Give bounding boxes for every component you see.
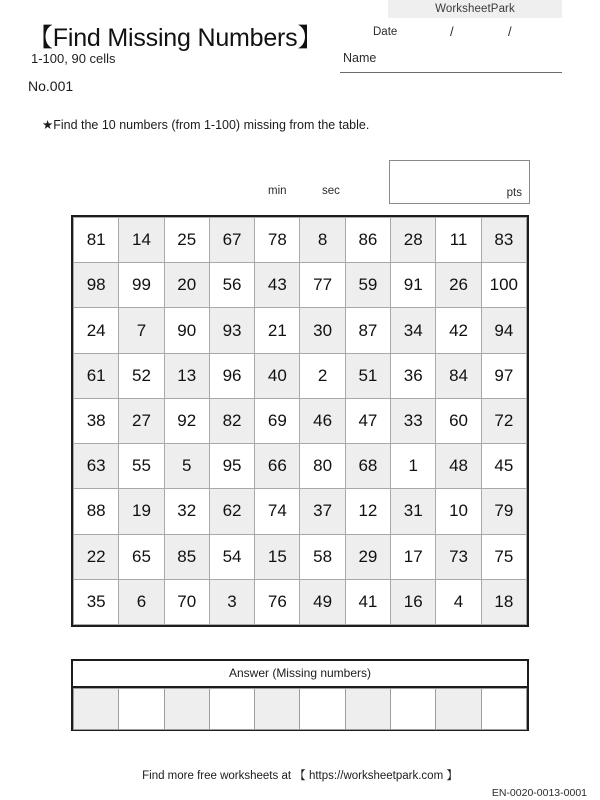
seconds-label: sec xyxy=(322,185,340,197)
footer-promo xyxy=(0,767,600,783)
answer-cell[interactable] xyxy=(300,689,345,730)
answer-row xyxy=(74,689,527,730)
number-grid xyxy=(71,215,529,627)
grid-cell: 52 xyxy=(119,353,164,398)
grid-row xyxy=(74,353,527,398)
grid-cell: 13 xyxy=(164,353,209,398)
grid-cell: 6 xyxy=(119,579,164,624)
grid-cell: 33 xyxy=(391,398,436,443)
grid-cell: 66 xyxy=(255,444,300,489)
worksheet-number: No.001 xyxy=(28,78,74,94)
grid-cell: 24 xyxy=(74,308,119,353)
grid-cell: 34 xyxy=(391,308,436,353)
grid-cell: 30 xyxy=(300,308,345,353)
grid-cell: 40 xyxy=(255,353,300,398)
grid-cell: 85 xyxy=(164,534,209,579)
minutes-label: min xyxy=(268,185,287,197)
brand-banner: WorksheetPark xyxy=(388,0,562,18)
grid-row xyxy=(74,489,527,534)
grid-cell: 96 xyxy=(209,353,254,398)
grid-cell: 25 xyxy=(164,218,209,263)
grid-cell: 11 xyxy=(436,218,481,263)
grid-cell: 88 xyxy=(74,489,119,534)
grid-cell: 72 xyxy=(481,398,526,443)
grid-cell: 79 xyxy=(481,489,526,534)
date-separator-second: / xyxy=(508,24,512,39)
grid-cell: 15 xyxy=(255,534,300,579)
answer-cell[interactable] xyxy=(436,689,481,730)
grid-row xyxy=(74,398,527,443)
grid-cell: 32 xyxy=(164,489,209,534)
grid-row xyxy=(74,534,527,579)
grid-cell: 67 xyxy=(209,218,254,263)
grid-cell: 54 xyxy=(209,534,254,579)
name-field-row[interactable] xyxy=(340,50,562,73)
grid-cell: 26 xyxy=(436,263,481,308)
grid-cell: 93 xyxy=(209,308,254,353)
grid-cell: 18 xyxy=(481,579,526,624)
grid-cell: 3 xyxy=(209,579,254,624)
grid-cell: 76 xyxy=(255,579,300,624)
grid-cell: 65 xyxy=(119,534,164,579)
grid-cell: 82 xyxy=(209,398,254,443)
grid-cell: 100 xyxy=(481,263,526,308)
grid-cell: 10 xyxy=(436,489,481,534)
footer-promo-text: Find more free worksheets at xyxy=(142,770,292,782)
timer-score-row xyxy=(0,158,600,204)
grid-cell: 77 xyxy=(300,263,345,308)
grid-cell: 75 xyxy=(481,534,526,579)
grid-cell: 19 xyxy=(119,489,164,534)
grid-cell: 49 xyxy=(300,579,345,624)
grid-cell: 38 xyxy=(74,398,119,443)
grid-row xyxy=(74,444,527,489)
grid-cell: 92 xyxy=(164,398,209,443)
grid-cell: 21 xyxy=(255,308,300,353)
answer-grid-table xyxy=(73,688,527,730)
points-label: pts xyxy=(506,187,522,199)
grid-cell: 59 xyxy=(345,263,390,308)
grid-cell: 58 xyxy=(300,534,345,579)
grid-cell: 55 xyxy=(119,444,164,489)
grid-cell: 99 xyxy=(119,263,164,308)
grid-cell: 84 xyxy=(436,353,481,398)
grid-cell: 63 xyxy=(74,444,119,489)
grid-cell: 7 xyxy=(119,308,164,353)
grid-cell: 16 xyxy=(391,579,436,624)
grid-cell: 95 xyxy=(209,444,254,489)
date-separator-first: / xyxy=(450,24,454,39)
grid-cell: 94 xyxy=(481,308,526,353)
grid-cell: 45 xyxy=(481,444,526,489)
grid-cell: 68 xyxy=(345,444,390,489)
grid-row xyxy=(74,263,527,308)
grid-cell: 62 xyxy=(209,489,254,534)
grid-cell: 81 xyxy=(74,218,119,263)
grid-row xyxy=(74,579,527,624)
footer-url[interactable]: https://worksheetpark.com xyxy=(308,770,444,782)
answer-box xyxy=(71,659,529,731)
grid-cell: 43 xyxy=(255,263,300,308)
grid-cell: 56 xyxy=(209,263,254,308)
grid-row xyxy=(74,308,527,353)
grid-cell: 36 xyxy=(391,353,436,398)
grid-cell: 80 xyxy=(300,444,345,489)
grid-cell: 91 xyxy=(391,263,436,308)
points-box[interactable] xyxy=(389,160,530,204)
grid-cell: 1 xyxy=(391,444,436,489)
answer-cell[interactable] xyxy=(391,689,436,730)
grid-cell: 73 xyxy=(436,534,481,579)
date-field-row xyxy=(340,24,562,44)
footer-bracket-open: 【 xyxy=(294,770,306,782)
footer-bracket-close: 】 xyxy=(446,770,458,782)
grid-cell: 97 xyxy=(481,353,526,398)
instruction-text: ★Find the 10 numbers (from 1-100) missing from the table. xyxy=(42,118,370,132)
grid-cell: 17 xyxy=(391,534,436,579)
grid-row xyxy=(74,218,527,263)
answer-cell[interactable] xyxy=(345,689,390,730)
grid-cell: 46 xyxy=(300,398,345,443)
grid-cell: 47 xyxy=(345,398,390,443)
grid-cell: 83 xyxy=(481,218,526,263)
grid-cell: 74 xyxy=(255,489,300,534)
answer-cell[interactable] xyxy=(255,689,300,730)
grid-cell: 5 xyxy=(164,444,209,489)
grid-cell: 29 xyxy=(345,534,390,579)
answer-cell[interactable] xyxy=(119,689,164,730)
grid-cell: 42 xyxy=(436,308,481,353)
grid-cell: 20 xyxy=(164,263,209,308)
date-label: Date xyxy=(373,26,398,38)
grid-cell: 35 xyxy=(74,579,119,624)
page-header xyxy=(0,0,600,108)
number-grid-table xyxy=(73,217,527,625)
grid-cell: 12 xyxy=(345,489,390,534)
grid-cell: 28 xyxy=(391,218,436,263)
grid-cell: 61 xyxy=(74,353,119,398)
grid-cell: 41 xyxy=(345,579,390,624)
grid-cell: 90 xyxy=(164,308,209,353)
grid-cell: 37 xyxy=(300,489,345,534)
grid-cell: 48 xyxy=(436,444,481,489)
grid-cell: 60 xyxy=(436,398,481,443)
grid-cell: 70 xyxy=(164,579,209,624)
page-subtitle: 1-100, 90 cells xyxy=(31,51,116,66)
grid-cell: 98 xyxy=(74,263,119,308)
answer-cell[interactable] xyxy=(481,689,526,730)
worksheet-code: EN-0020-0013-0001 xyxy=(491,787,587,799)
answer-box-title: Answer (Missing numbers) xyxy=(73,661,527,688)
grid-cell: 22 xyxy=(74,534,119,579)
grid-cell: 69 xyxy=(255,398,300,443)
answer-cell[interactable] xyxy=(164,689,209,730)
grid-cell: 4 xyxy=(436,579,481,624)
grid-cell: 14 xyxy=(119,218,164,263)
answer-cell[interactable] xyxy=(209,689,254,730)
grid-cell: 51 xyxy=(345,353,390,398)
grid-cell: 31 xyxy=(391,489,436,534)
name-label: Name xyxy=(343,51,377,65)
grid-cell: 86 xyxy=(345,218,390,263)
grid-cell: 8 xyxy=(300,218,345,263)
grid-cell: 87 xyxy=(345,308,390,353)
grid-cell: 27 xyxy=(119,398,164,443)
answer-cell[interactable] xyxy=(74,689,119,730)
page-title: 【Find Missing Numbers】 xyxy=(28,24,323,52)
grid-cell: 2 xyxy=(300,353,345,398)
grid-cell: 78 xyxy=(255,218,300,263)
